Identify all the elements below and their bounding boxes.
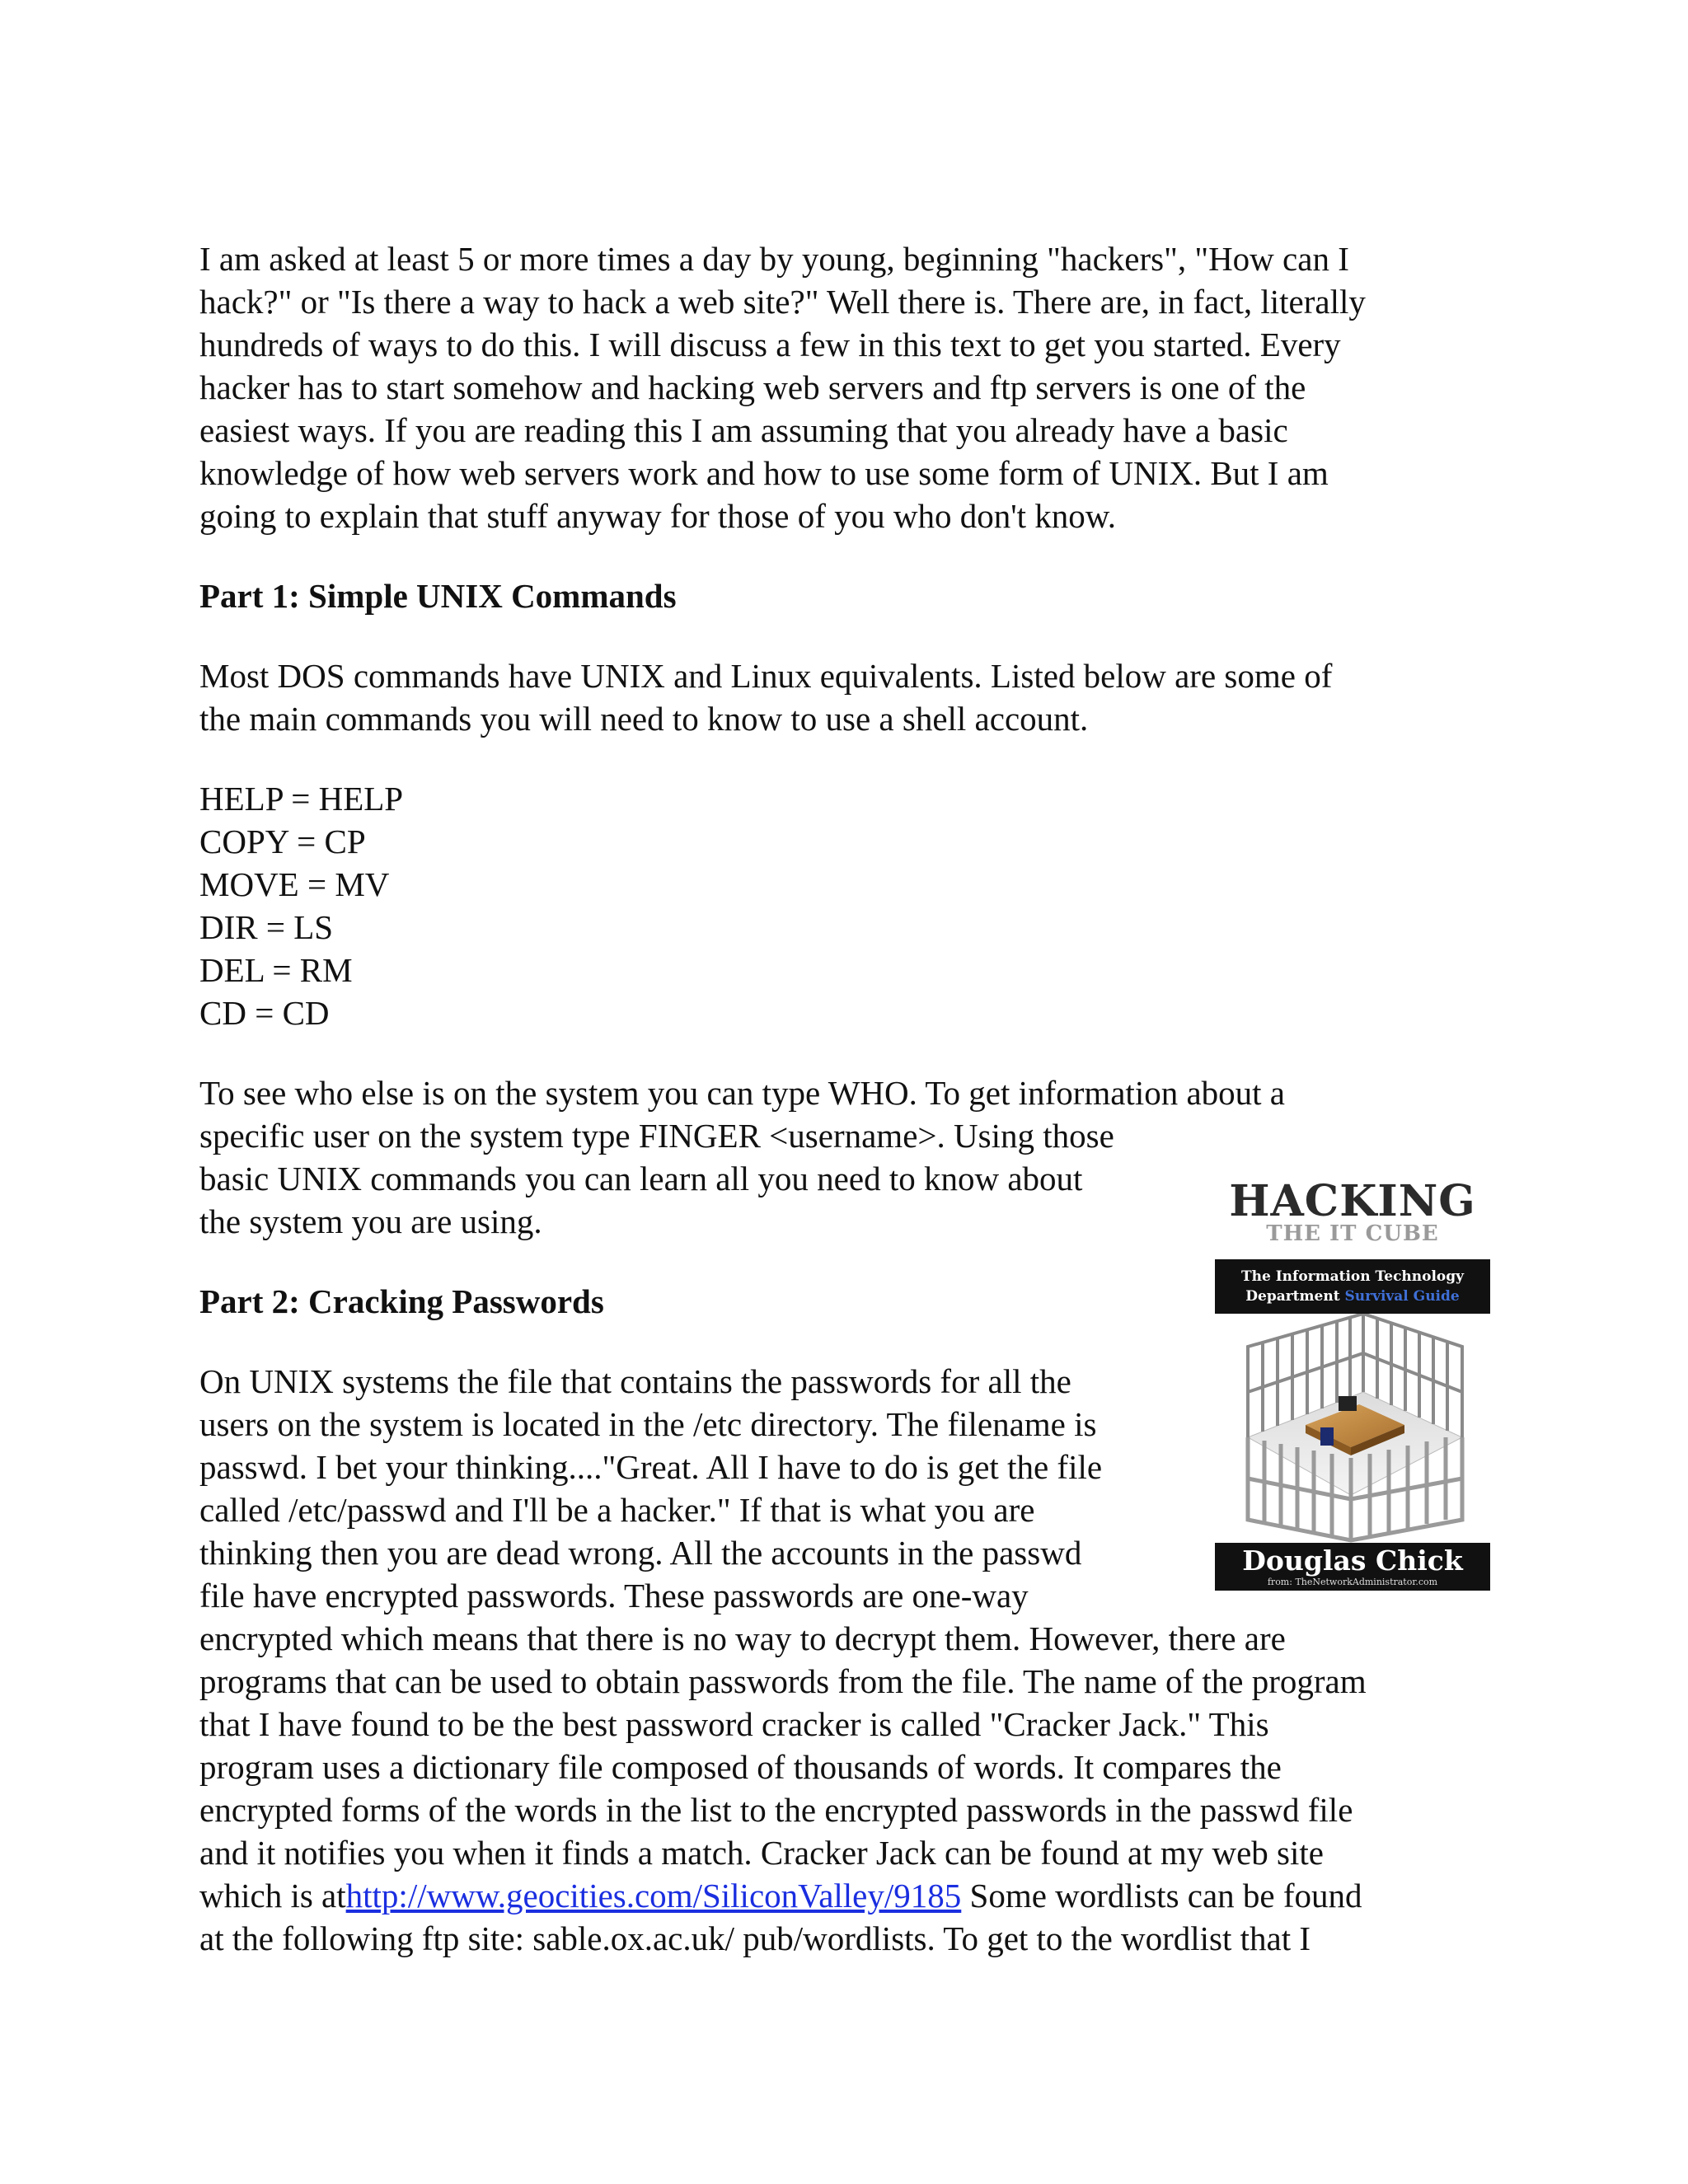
text-line: hacker has to start somehow and hacking web servers and ftp servers is one of the (199, 368, 1306, 406)
command-item: DIR = LS (199, 908, 334, 946)
cover-tagline-plain: Department (1245, 1288, 1345, 1305)
command-item: CD = CD (199, 994, 330, 1032)
command-item: DEL = RM (199, 951, 353, 989)
geocities-link[interactable]: http://www.geocities.com/SiliconValley/9185 (345, 1877, 962, 1915)
text-line: passwd. I bet your thinking...."Great. All I have to do is get the file (199, 1448, 1103, 1486)
cover-tagline-band (1215, 1259, 1490, 1314)
part1-lead-paragraph (199, 654, 1493, 740)
text-line: thinking then you are dead wrong. All the accounts in the passwd (199, 1534, 1082, 1572)
text-line: specific user on the system type FINGER <username>. Using those (199, 1117, 1114, 1155)
text-line: at the following ftp site: sable.ox.ac.uk/ pub/wordlists. To get to the wordlist that I (199, 1919, 1311, 1957)
text-line: Most DOS commands have UNIX and Linux equivalents. Listed below are some of (199, 657, 1333, 695)
cover-author-band (1215, 1543, 1490, 1591)
text-line: the main commands you will need to know to use a shell account. (199, 700, 1089, 738)
book-cover-image (1215, 1170, 1490, 1591)
command-item: HELP = HELP (199, 780, 404, 818)
intro-paragraph (199, 237, 1493, 537)
cubicle-cage-illustration (1215, 1314, 1490, 1544)
text-line: program uses a dictionary file composed of thousands of words. It compares the (199, 1748, 1282, 1786)
part2-heading: Part 2: Cracking Passwords (199, 1282, 604, 1320)
cover-title: HACKING (1229, 1176, 1476, 1226)
cover-author-name: Douglas Chick (1242, 1544, 1463, 1577)
document-body (199, 237, 1493, 1960)
cover-tagline-line1: The Information Technology (1240, 1268, 1465, 1285)
text-line: hundreds of ways to do this. I will discuss a few in this text to get you started. Every (199, 326, 1341, 363)
text-line: called /etc/passwd and I'll be a hacker." If that is what you are (199, 1491, 1035, 1529)
text-line: users on the system is located in the /etc directory. The filename is (199, 1405, 1097, 1443)
text-line: programs that can be used to obtain passwords from the file. The name of the program (199, 1662, 1367, 1700)
link-prefix: which is at (199, 1877, 346, 1915)
cover-tagline-line2 (1215, 1286, 1490, 1306)
cover-author-source: from: TheNetworkAdministrator.com (1267, 1577, 1438, 1587)
command-item: COPY = CP (199, 823, 366, 860)
cover-tagline-accent: Survival Guide (1344, 1288, 1460, 1305)
text-line-with-link (199, 1874, 1493, 1917)
text-line: basic UNIX commands you can learn all you need to know about (199, 1160, 1083, 1197)
text-line: encrypted forms of the words in the list to the encrypted passwords in the passwd file (199, 1791, 1353, 1829)
command-item: MOVE = MV (199, 865, 390, 903)
text-line: the system you are using. (199, 1202, 542, 1240)
text-line: hack?" or "Is there a way to hack a web site?" Well there is. There are, in fact, literally (199, 283, 1366, 321)
text-line: knowledge of how web servers work and how to use some form of UNIX. But I am (199, 454, 1329, 492)
text-line: going to explain that stuff anyway for those of you who don't know. (199, 497, 1116, 535)
text-line: that I have found to be the best password cracker is called "Cracker Jack." This (199, 1705, 1269, 1743)
text-line: and it notifies you when it finds a match. Cracker Jack can be found at my web site (199, 1834, 1324, 1872)
link-suffix: Some wordlists can be found (961, 1877, 1362, 1915)
part1-heading: Part 1: Simple UNIX Commands (199, 577, 677, 615)
text-line: On UNIX systems the file that contains the passwords for all the (199, 1362, 1071, 1400)
text-line: I am asked at least 5 or more times a day by young, beginning "hackers", "How can I (199, 240, 1349, 278)
command-list (199, 777, 1493, 1034)
cover-subtitle: THE IT CUBE (1266, 1221, 1439, 1246)
text-line: file have encrypted passwords. These passwords are one-way (199, 1577, 1029, 1615)
text-line: To see who else is on the system you can type WHO. To get information about a (199, 1074, 1286, 1112)
text-line: easiest ways. If you are reading this I am assuming that you already have a basic (199, 411, 1288, 449)
text-line: encrypted which means that there is no way to decrypt them. However, there are (199, 1619, 1286, 1657)
